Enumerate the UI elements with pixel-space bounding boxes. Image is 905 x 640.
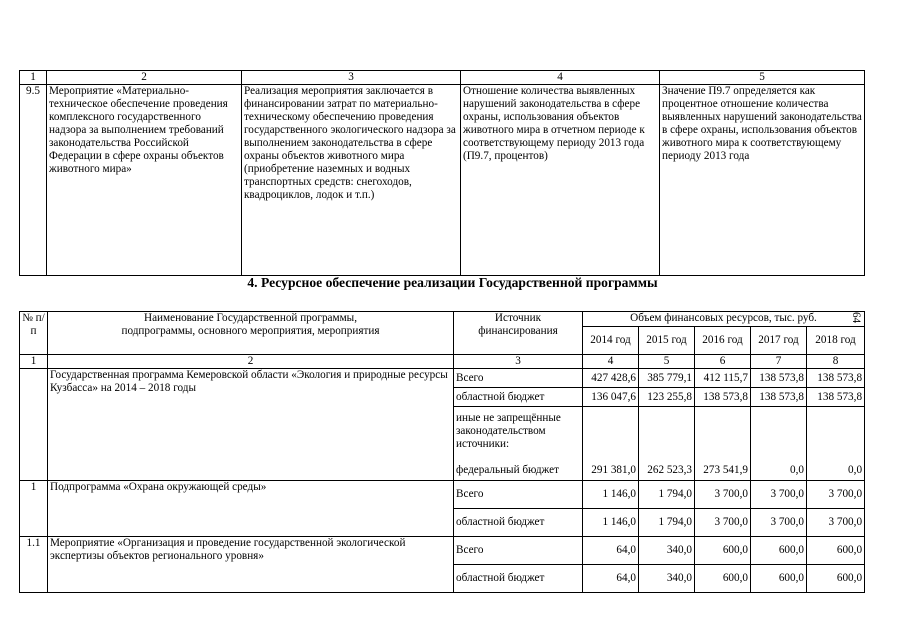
value-cell: 3 700,0 <box>807 509 865 537</box>
col-number: 1 <box>20 355 48 369</box>
row-number <box>20 369 48 481</box>
col-number: 2 <box>47 71 242 85</box>
activity-name: Мероприятие «Организация и проведение государственной экологической экспертизы объектов регионального уровня» <box>48 537 454 593</box>
header-num: № п/п <box>20 312 48 355</box>
value-cell: 138 573,8 <box>751 388 807 407</box>
header-year: 2018 год <box>807 326 865 354</box>
col-number: 3 <box>454 355 583 369</box>
value-cell: 291 381,0 <box>583 460 639 481</box>
row-number: 1.1 <box>20 537 48 593</box>
header-year: 2017 год <box>751 326 807 354</box>
value-cell: 138 573,8 <box>807 388 865 407</box>
column-number-row <box>20 71 865 85</box>
activity-name: Мероприятие «Материально-техническое обеспечение проведения комплексного государственного надзора за выполнением требований законодательства Российской Федерации в сфере охраны объектов животного мира» <box>47 85 242 276</box>
source-cell: областной бюджет <box>454 565 583 593</box>
header-year: 2016 год <box>695 326 751 354</box>
header-name: Наименование Государственной программы, подпрограммы, основного мероприятия, мероприятия <box>48 312 454 355</box>
source-cell: Всего <box>454 369 583 388</box>
resources-table <box>19 311 865 593</box>
value-cell: 600,0 <box>807 565 865 593</box>
source-cell: иные не запрещённые законодательством источники: <box>454 407 583 461</box>
value-cell: 600,0 <box>695 537 751 565</box>
value-cell <box>639 407 695 461</box>
value-cell: 136 047,6 <box>583 388 639 407</box>
value-cell: 600,0 <box>807 537 865 565</box>
header-source: Источник финансирования <box>454 312 583 355</box>
col-number: 4 <box>583 355 639 369</box>
value-cell: 340,0 <box>639 537 695 565</box>
table-row <box>20 537 865 565</box>
col-number: 8 <box>807 355 865 369</box>
value-cell: 138 573,8 <box>751 369 807 388</box>
value-cell: 262 523,3 <box>639 460 695 481</box>
column-number-row <box>20 355 865 369</box>
table-row <box>20 481 865 509</box>
value-cell: 385 779,1 <box>639 369 695 388</box>
col-number: 5 <box>639 355 695 369</box>
value-cell: 123 255,8 <box>639 388 695 407</box>
col-number: 5 <box>660 71 865 85</box>
col-number: 4 <box>461 71 660 85</box>
program-name: Государственная программа Кемеровской области «Экология и природные ресурсы Кузбасса» на 2014 – 2018 годы <box>48 369 454 481</box>
value-cell: 64,0 <box>583 565 639 593</box>
value-cell: 3 700,0 <box>695 481 751 509</box>
value-cell: 64,0 <box>583 537 639 565</box>
value-cell <box>695 407 751 461</box>
value-cell: 0,0 <box>751 460 807 481</box>
col-number: 7 <box>751 355 807 369</box>
value-cell: 138 573,8 <box>807 369 865 388</box>
col-number: 1 <box>20 71 47 85</box>
indicator-method: Значение П9.7 определяется как процентное отношение количества выявленных нарушений законодательства в сфере охраны, использования объектов животного мира к соответствующему периоду 2013 года <box>660 85 865 276</box>
page-number: 64 <box>850 312 862 324</box>
value-cell: 600,0 <box>695 565 751 593</box>
value-cell: 1 794,0 <box>639 509 695 537</box>
col-number: 3 <box>242 71 461 85</box>
value-cell: 3 700,0 <box>751 481 807 509</box>
header-row <box>20 312 865 327</box>
value-cell: 3 700,0 <box>807 481 865 509</box>
value-cell: 427 428,6 <box>583 369 639 388</box>
value-cell: 1 146,0 <box>583 509 639 537</box>
header-volume: Объем финансовых ресурсов, тыс. руб. <box>583 312 865 327</box>
value-cell: 1 146,0 <box>583 481 639 509</box>
table-row <box>20 369 865 388</box>
table-row <box>20 85 865 276</box>
indicators-table <box>19 70 865 276</box>
value-cell: 340,0 <box>639 565 695 593</box>
subprogram-name: Подпрограмма «Охрана окружающей среды» <box>48 481 454 537</box>
value-cell: 273 541,9 <box>695 460 751 481</box>
header-year: 2014 год <box>583 326 639 354</box>
source-cell: Всего <box>454 537 583 565</box>
value-cell: 3 700,0 <box>695 509 751 537</box>
source-cell: Всего <box>454 481 583 509</box>
value-cell <box>807 407 865 461</box>
value-cell <box>583 407 639 461</box>
source-cell: федеральный бюджет <box>454 460 583 481</box>
value-cell: 412 115,7 <box>695 369 751 388</box>
col-number: 2 <box>48 355 454 369</box>
value-cell: 138 573,8 <box>695 388 751 407</box>
value-cell: 3 700,0 <box>751 509 807 537</box>
indicator-name: Отношение количества выявленных нарушений законодательства в сфере охраны, использования объектов животного мира в отчетном периоде к соответствующему периоду 2013 года (П9.7, процентов) <box>461 85 660 276</box>
source-cell: областной бюджет <box>454 509 583 537</box>
value-cell: 0,0 <box>807 460 865 481</box>
activity-description: Реализация мероприятия заключается в финансировании затрат по материально-техническому обеспечению проведения государственного экологического надзора за выполнением законодательства в сфере охраны объектов животного мира (приобретение наземных и водных транспортных средств: снегоходов, квадроциклов, лодок и т.п.) <box>242 85 461 276</box>
header-year: 2015 год <box>639 326 695 354</box>
section-heading: 4. Ресурсное обеспечение реализации Государственной программы <box>247 275 658 290</box>
col-number: 6 <box>695 355 751 369</box>
value-cell: 600,0 <box>751 565 807 593</box>
value-cell: 600,0 <box>751 537 807 565</box>
row-number: 1 <box>20 481 48 537</box>
value-cell <box>751 407 807 461</box>
source-cell: областной бюджет <box>454 388 583 407</box>
value-cell: 1 794,0 <box>639 481 695 509</box>
row-number: 9.5 <box>20 85 47 276</box>
